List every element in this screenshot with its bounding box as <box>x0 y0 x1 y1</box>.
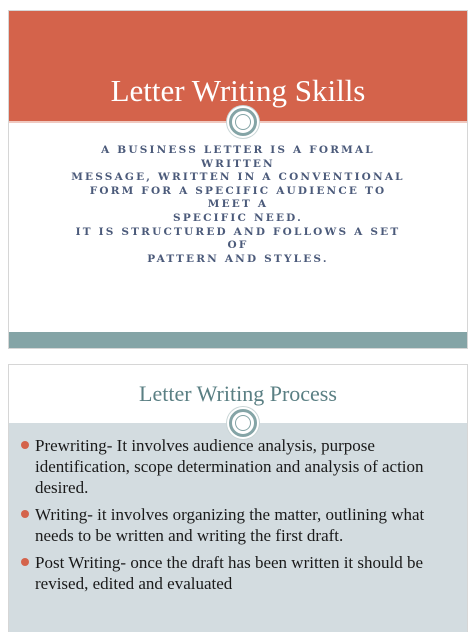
bullet-icon <box>21 510 29 518</box>
slide-letter-writing-process <box>8 364 468 632</box>
circle-ornament-icon <box>229 409 257 437</box>
body-line: FORM FOR A SPECIFIC AUDIENCE TO MEET A <box>89 184 387 211</box>
list-item <box>21 552 461 594</box>
bullet-icon <box>21 558 29 566</box>
bullet-text: Prewriting- It involves audience analysis, purpose identification, scope determination and analysis of action desired. <box>35 436 424 497</box>
list-item <box>21 435 461 498</box>
list-item <box>21 504 461 546</box>
body-line: SPECIFIC NEED. <box>173 211 303 224</box>
body-line: MESSAGE, WRITTEN IN A CONVENTIONAL <box>71 171 405 184</box>
title-band <box>9 11 467 121</box>
body-line: PATTERN AND STYLES. <box>147 252 329 265</box>
bullet-text: Writing- it involves organizing the matter, outlining what needs to be written and writing the first draft. <box>35 505 425 545</box>
bullet-list <box>21 435 461 600</box>
bottom-band <box>9 332 467 348</box>
bullet-text: Post Writing- once the draft has been written it should be revised, edited and evaluated <box>35 553 424 593</box>
slide-title: Letter Writing Skills <box>110 73 366 108</box>
body-line: IT IS STRUCTURED AND FOLLOWS A SET OF <box>75 225 401 252</box>
body-line: A BUSINESS LETTER IS A FORMAL WRITTEN <box>101 144 375 170</box>
slide-body-text <box>67 144 409 266</box>
slide-title: Letter Writing Process <box>139 381 337 406</box>
circle-ornament-icon <box>229 108 257 136</box>
bullet-icon <box>21 441 29 449</box>
slide-letter-writing-skills <box>8 10 468 349</box>
